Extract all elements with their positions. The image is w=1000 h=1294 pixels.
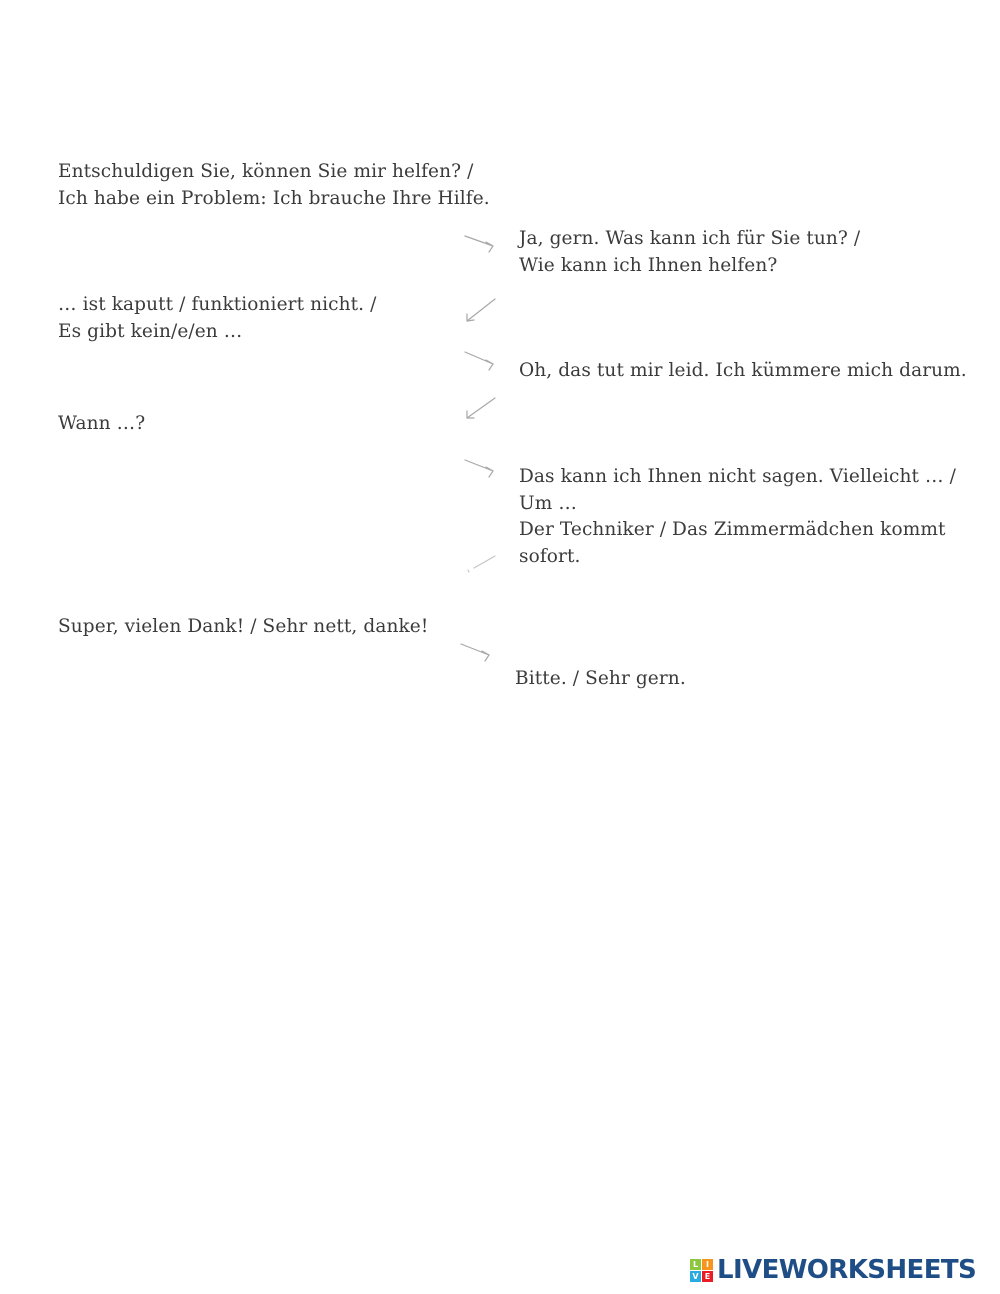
right-utterance-1-line-2: Wie kann ich Ihnen helfen? — [519, 255, 778, 276]
arrow-down-left-icon — [462, 394, 498, 424]
right-utterance-3-line-2: Um … — [519, 493, 577, 514]
left-utterance-2-line-1: … ist kaputt / funktioniert nicht. / — [58, 294, 377, 315]
right-utterance-2-line-1: Oh, das tut mir leid. Ich kümmere mich darum. — [519, 360, 967, 381]
left-utterance-3-line-1: Wann …? — [58, 413, 146, 434]
left-utterance-1-line-1: Entschuldigen Sie, können Sie mir helfen? / — [58, 161, 474, 182]
arrow-down-right-icon — [462, 346, 498, 376]
logo-mark-letter: I — [702, 1259, 713, 1270]
arrow-down-left-icon — [462, 295, 498, 325]
arrow-down-right-icon — [458, 638, 494, 668]
left-utterance-4-line-1: Super, vielen Dank! / Sehr nett, danke! — [58, 616, 429, 637]
right-utterance-4-line-1: Bitte. / Sehr gern. — [515, 668, 686, 689]
right-utterance-3-line-4: sofort. — [519, 546, 581, 567]
right-utterance-3-line-1: Das kann ich Ihnen nicht sagen. Vielleicht … / — [519, 466, 956, 487]
arrow-down-left-icon — [462, 550, 498, 580]
arrow-down-right-icon — [462, 228, 498, 258]
right-utterance-3-line-3: Der Techniker / Das Zimmermädchen kommt — [519, 519, 946, 540]
arrow-down-right-icon — [462, 453, 498, 483]
logo-mark-letter: V — [690, 1271, 701, 1282]
left-utterance-1-line-2: Ich habe ein Problem: Ich brauche Ihre Hilfe. — [58, 188, 490, 209]
liveworksheets-logo — [690, 1254, 976, 1286]
liveworksheets-logo-text: LIVEWORKSHEETS — [717, 1255, 977, 1285]
logo-mark-letter: E — [702, 1271, 713, 1282]
liveworksheets-logo-mark-icon — [690, 1259, 713, 1282]
left-utterance-2-line-2: Es gibt kein/e/en … — [58, 321, 243, 342]
right-utterance-1-line-1: Ja, gern. Was kann ich für Sie tun? / — [519, 228, 861, 249]
logo-mark-letter: L — [690, 1259, 701, 1270]
